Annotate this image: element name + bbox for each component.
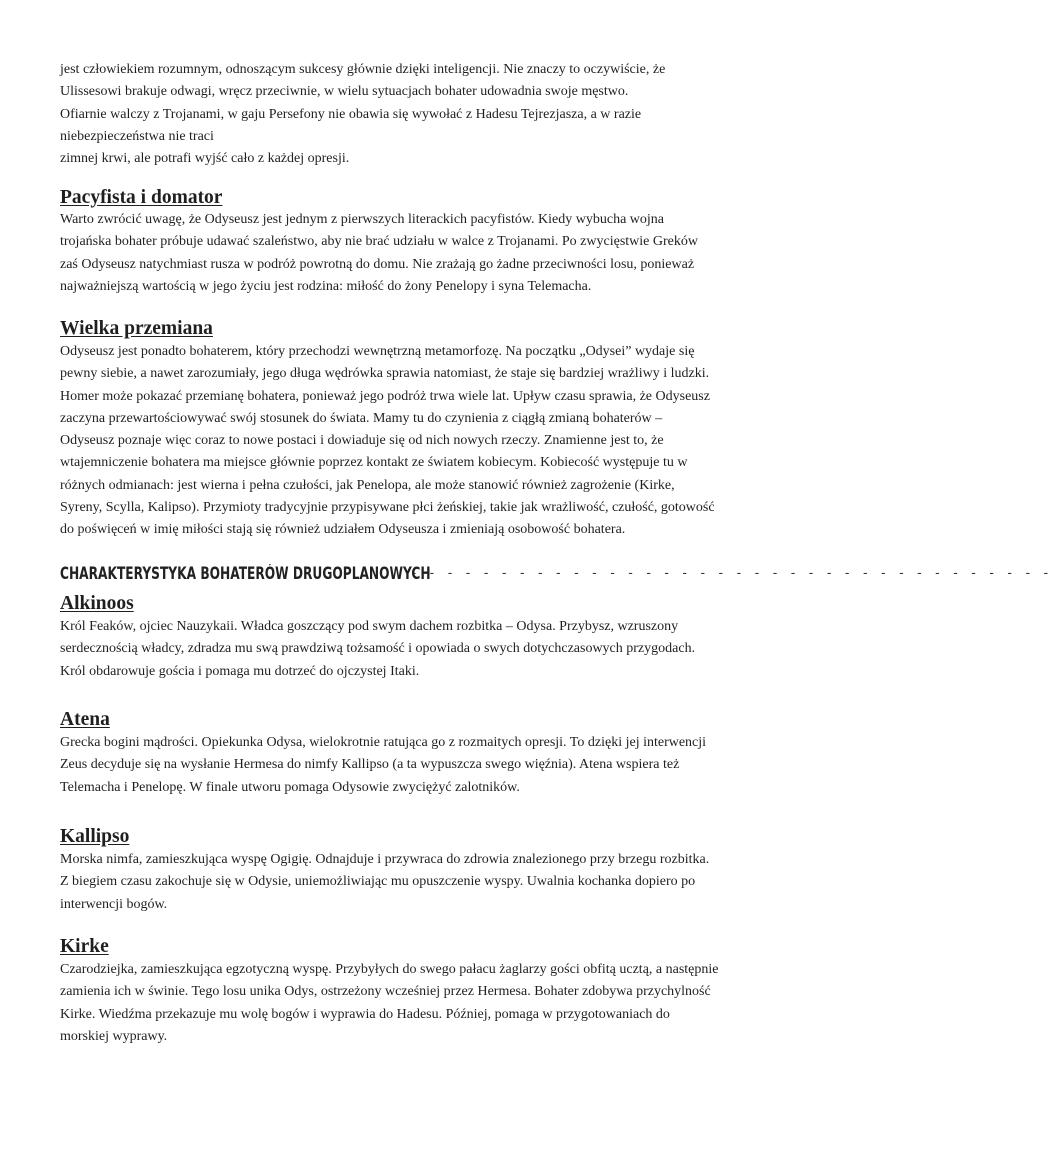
heading-pacyfista: Pacyfista i domator [60,187,223,208]
text-line: pewny siebie, a nawet zarozumiały, jego długa wędrówka sprawia natomiast, że staje się bardziej wrażliwy i ludzki. [60,366,710,382]
text-line: Telemacha i Penelopę. W finale utworu pomaga Odysowie zwyciężyć zalotników. [60,779,520,795]
heading-alkinoos: Alkinoos [60,593,134,614]
heading-atena: Atena [60,709,110,730]
text-line: zaczyna przewartościowywać swój stosunek do świata. Mamy tu do czynienia z ciągłą zmianą bohaterów – [60,410,663,426]
text-line: interwencji bogów. [60,896,168,912]
text-line: Z biegiem czasu zakochuje się w Odysie, uniemożliwiając mu opuszczenie wyspy. Uwalnia kochanka dopiero po [60,874,696,890]
section-dash-rule: - - - - - - - - - - - - - - - - - - - - - - - - - - - - - - - - - - - - [410,565,1051,581]
text-line: jest człowiekiem rozumnym, odnoszącym sukcesy głównie dzięki inteligencji. Nie znaczy to oczywiście, że [60,62,666,77]
text-line: Grecka bogini mądrości. Opiekunka Odysa, wielokrotnie ratująca go z rozmaitych opresji. To dzięki jej interwencji [60,735,707,750]
paragraph-przemiana [60,341,772,542]
section-pacyfista [60,186,772,210]
text-line: do poświęceń w imię miłości stają się również udziałem Odyseusza i zmieniają osobowość bohatera. [60,522,626,538]
section-kallipso [60,825,772,849]
paragraph-alkinoos [60,616,772,683]
text-line: Homer może pokazać przemianę bohatera, ponieważ jego podróż trwa wiele lat. Upływ czasu sprawia, że Odyseusz [60,388,710,404]
text-line: niebezpieczeństwa nie traci [60,128,214,144]
section-przemiana [60,317,772,341]
paragraph-pacyfista [60,209,772,298]
paragraph-kirke [60,959,772,1048]
heading-kallipso: Kallipso [60,826,130,847]
heading-przemiana: Wielka przemiana [60,318,213,339]
text-line: morskiej wyprawy. [60,1028,168,1044]
text-line: Czarodziejka, zamieszkująca egzotyczną wyspę. Przybyłych do swego pałacu żaglarzy gości obfitą ucztą, a następnie [60,962,719,977]
text-line: zaś Odyseusz natychmiast rusza w podróż powrotną do domu. Nie zrażają go żadne przeciwności losu, ponieważ [60,256,695,272]
text-line: Odyseusz poznaje więc coraz to nowe postaci i dowiaduje się od nich nowych rzeczy. Znamienne jest to, że [60,433,664,449]
text-line: wtajemniczenie bohatera ma miejsce głównie poprzez kontakt ze światem kobiecym. Kobiecość występuje tu w [60,455,688,471]
section-title: CHARAKTERYSTYKA BOHATERÓW DRUGOPLANOWYCH [60,563,431,583]
text-line: Król obdarowuje gościa i pomaga mu dotrzeć do ojczystej Itaki. [60,663,420,679]
paragraph-kallipso [60,849,772,916]
text-line: Zeus decyduje się na wysłanie Hermesa do nimfy Kallipso (a ta wypuszcza swego więźnia). Atena wspiera też [60,757,680,773]
section-kirke [60,935,772,959]
text-line: trojańska bohater próbuje udawać szaleństwo, aby nie brać udziału w walce z Trojanami. Po zwycięstwie Greków [60,234,698,250]
intro-paragraph [60,59,772,170]
heading-kirke: Kirke [60,936,109,957]
paragraph-atena [60,732,772,799]
text-line: różnych odmianach: jest wierna i pełna czułości, jak Penelopa, ale może stanowić również zagrożenie (Kirke, [60,477,675,493]
text-line: Warto zwrócić uwagę, że Odyseusz jest jednym z pierwszych literackich pacyfistów. Kiedy wybucha wojna [60,212,665,227]
text-line: serdecznością władcy, zdradza mu swą prawdziwą tożsamość i opowiada o swych dotychczasowych przygodach. [60,641,696,657]
text-line: Król Feaków, ojciec Nauzykaii. Władca goszczący pod swym dachem rozbitka – Odysa. Przybysz, wzruszony [60,619,679,634]
text-line: zimnej krwi, ale potrafi wyjść cało z każdej opresji. [60,151,350,167]
text-line: Odyseusz jest ponadto bohaterem, który przechodzi wewnętrzną metamorfozę. Na początku „Odysei” wydaje się [60,344,695,359]
text-line: Ofiarnie walczy z Trojanami, w gaju Persefony nie obawia się wywołać z Hadesu Tejrezjasza, a w razie [60,106,642,122]
text-line: Morska nimfa, zamieszkująca wyspę Ogigię. Odnajduje i przywraca do zdrowia znalezionego przy brzegu rozbitka. [60,852,710,867]
text-line: Kirke. Wiedźma przekazuje mu wolę bogów i wyprawia do Hadesu. Później, pomaga w przygotowaniach do [60,1006,670,1022]
section-alkinoos [60,592,772,616]
text-line: Ulissesowi brakuje odwagi, wręcz przeciwnie, w wielu sytuacjach bohater udowadnia swoje męstwo. [60,84,629,100]
text-line: Syreny, Scylla, Kalipso). Przymioty tradycyjnie przypisywane płci żeńskiej, takie jak wrażliwość, czułość, gotowość [60,500,715,516]
section-header-drugoplanowi [60,556,1051,590]
text-line: zamienia ich w świnie. Tego losu unika Odys, ostrzeżony wcześniej przez Hermesa. Bohater zdobywa przychylność [60,984,711,1000]
section-atena [60,708,772,732]
text-line: najważniejszą wartością w jego życiu jest rodzina: miłość do żony Penelopy i syna Telemacha. [60,278,592,294]
